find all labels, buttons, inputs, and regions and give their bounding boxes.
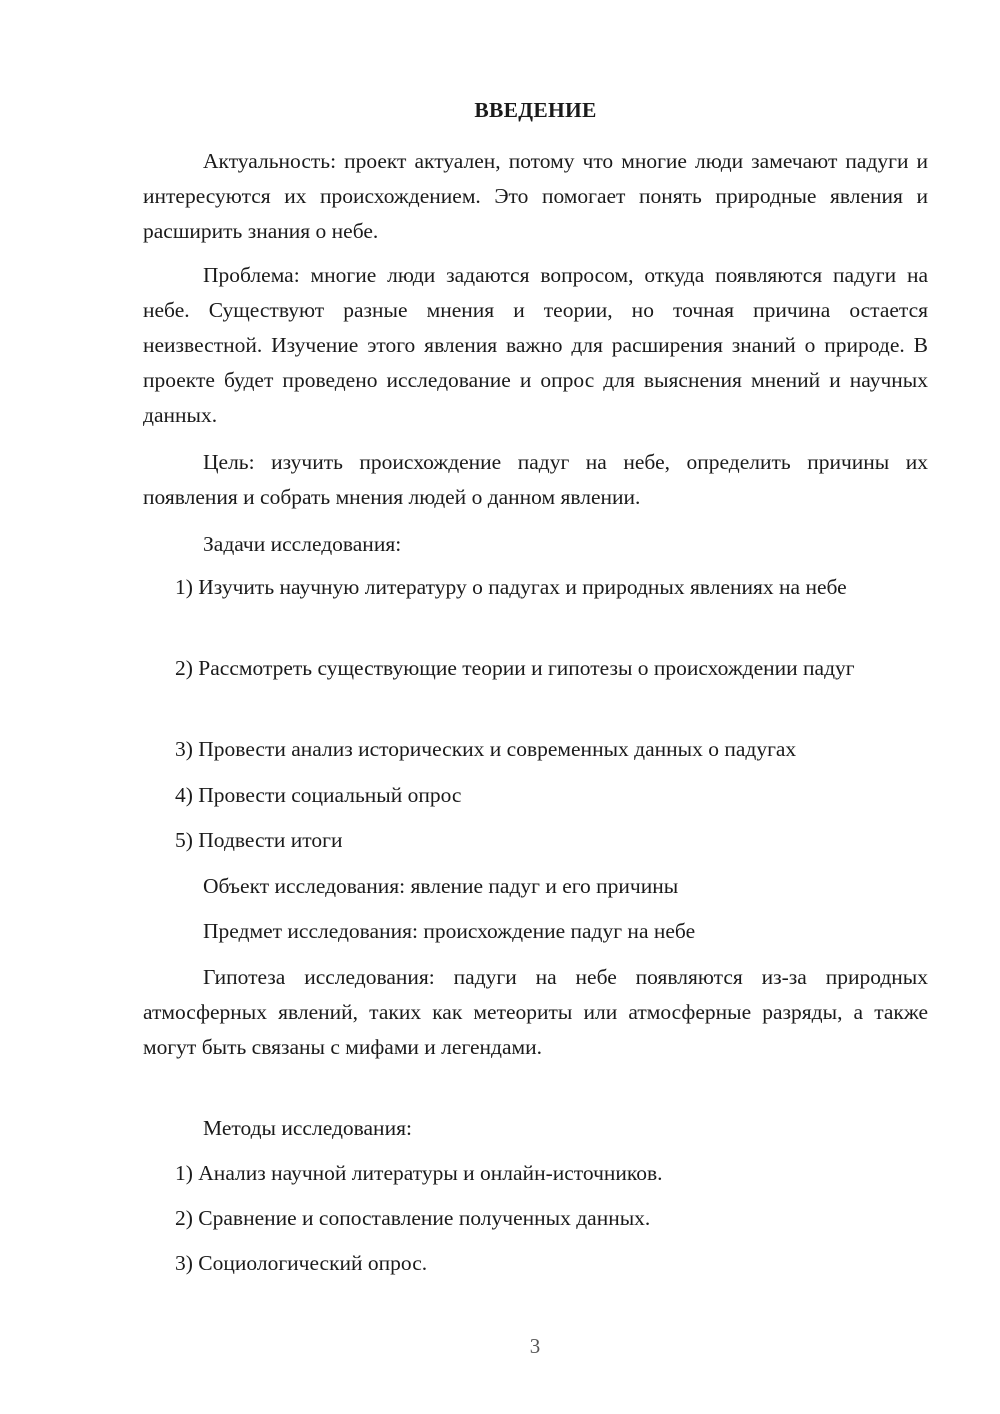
method-item-3: 3) Социологический опрос. (175, 1251, 428, 1275)
task-item-4: 4) Провести социальный опрос (175, 783, 462, 807)
research-subject: Предмет исследования: происхождение падуг на небе (203, 919, 696, 943)
task-item-3: 3) Провести анализ исторических и современных данных о падугах (175, 737, 797, 761)
task-item-2: 2) Рассмотреть существующие теории и гипотезы о происхождении падуг (175, 656, 855, 680)
method-item-2: 2) Сравнение и сопоставление полученных данных. (175, 1206, 651, 1230)
hypothesis-paragraph: Гипотеза исследования: падуги на небе появляются из-за природных атмосферных явлений, таких как метеориты или атмосферные разряды, а также могут быть связаны с мифами и легендами. (143, 965, 928, 1059)
relevance-paragraph: Актуальность: проект актуален, потому что многие люди замечают падуги и интересуются их происхождением. Это помогает понять природные явления и расширить знания о небе. (143, 149, 928, 243)
page-number: 3 (529, 1334, 541, 1358)
task-item-1: 1) Изучить научную литературу о падугах и природных явлениях на небе (175, 575, 847, 599)
task-item-5: 5) Подвести итоги (175, 828, 343, 852)
problem-paragraph: Проблема: многие люди задаются вопросом, откуда появляются падуги на небе. Существуют разные мнения и теории, но точная причина остается неизвестной. Изучение этого явления важно для расширения знаний о природе. В проекте будет проведено исследование и опрос для выяснения мнений и научных данных. (143, 263, 928, 427)
method-item-1: 1) Анализ научной литературы и онлайн-источников. (175, 1161, 663, 1185)
methods-heading: Методы исследования: (203, 1116, 412, 1140)
goal-paragraph: Цель: изучить происхождение падуг на небе, определить причины их появления и собрать мнения людей о данном явлении. (143, 450, 928, 509)
research-object: Объект исследования: явление падуг и его причины (203, 874, 679, 898)
tasks-heading: Задачи исследования: (203, 532, 402, 556)
page-title: ВВЕДЕНИЕ (474, 98, 597, 122)
